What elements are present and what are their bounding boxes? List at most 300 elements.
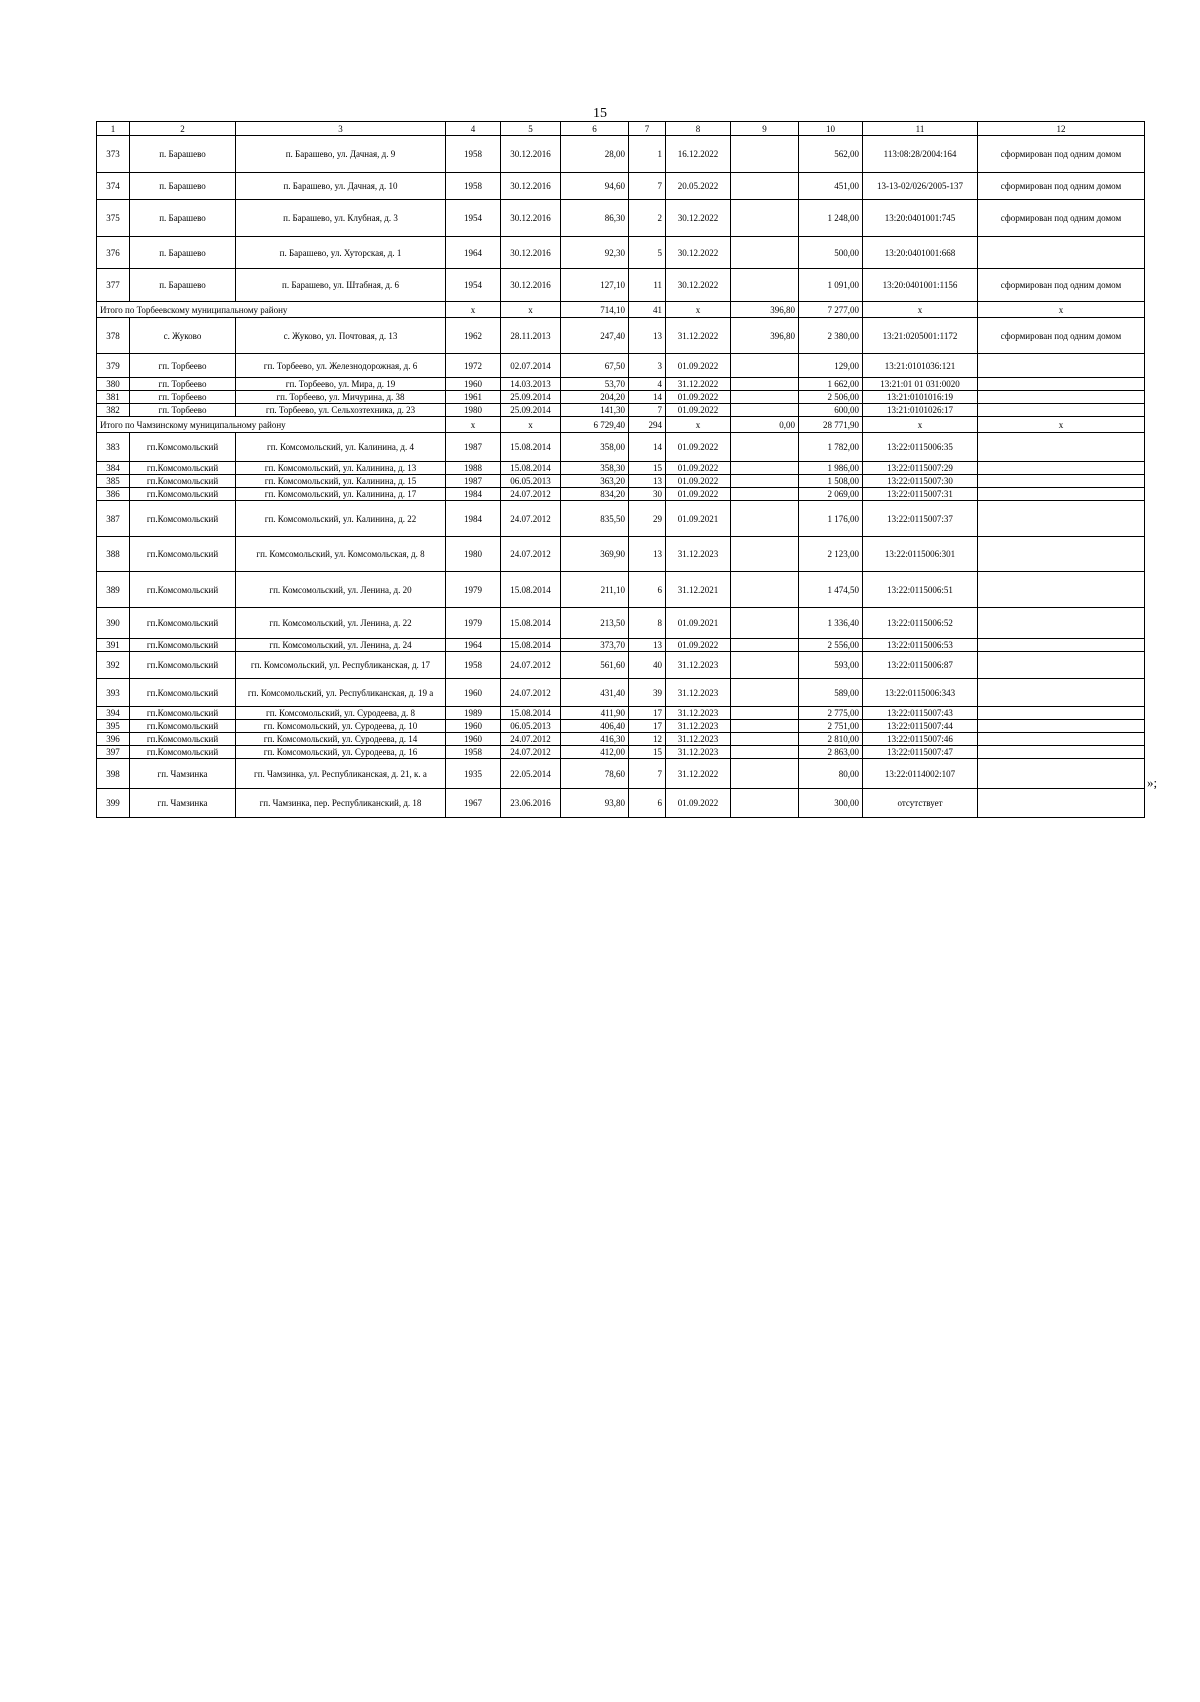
address: гп. Комсомольский, ул. Калинина, д. 22 [236, 501, 446, 537]
cost-10: 1 091,00 [799, 269, 863, 302]
cost-9 [731, 746, 799, 759]
cost-9 [731, 173, 799, 200]
column-number-4: 4 [446, 122, 501, 136]
row-number: 388 [97, 537, 130, 572]
land-note [978, 608, 1145, 639]
cadastral-number: 13:22:0115006:53 [863, 639, 978, 652]
residents-count: 7 [629, 404, 666, 417]
cadastral-number: 13:21:01 01 031:0020 [863, 378, 978, 391]
cadastral-number: 113:08:28/2004:164 [863, 136, 978, 173]
address: гп. Комсомольский, ул. Калинина, д. 15 [236, 475, 446, 488]
housing-register-table [96, 121, 1145, 818]
cost-9 [731, 679, 799, 707]
land-note [978, 789, 1145, 818]
cadastral-number: 13:21:0101016:19 [863, 391, 978, 404]
table-row [97, 433, 1145, 462]
area: 363,20 [561, 475, 629, 488]
cost-10: 1 248,00 [799, 200, 863, 237]
cost-9 [731, 391, 799, 404]
residents-count: 6 [629, 572, 666, 608]
cost-9 [731, 475, 799, 488]
residents-count: 15 [629, 462, 666, 475]
land-note [978, 746, 1145, 759]
row-number: 375 [97, 200, 130, 237]
area: 561,60 [561, 652, 629, 679]
area: 247,40 [561, 318, 629, 354]
settlement: с. Жуково [130, 318, 236, 354]
subtotal-cost-10: 7 277,00 [799, 302, 863, 318]
subtotal-land-note: х [978, 302, 1145, 318]
residents-count: 13 [629, 639, 666, 652]
date-recognized: 24.07.2012 [501, 679, 561, 707]
settlement: гп.Комсомольский [130, 501, 236, 537]
cost-10: 1 336,40 [799, 608, 863, 639]
cost-10: 300,00 [799, 789, 863, 818]
table-row [97, 391, 1145, 404]
residents-count: 2 [629, 200, 666, 237]
year-built: 1979 [446, 608, 501, 639]
year-built: 1958 [446, 746, 501, 759]
cost-10: 593,00 [799, 652, 863, 679]
area: 204,20 [561, 391, 629, 404]
area: 369,90 [561, 537, 629, 572]
row-number: 376 [97, 237, 130, 269]
settlement: гп. Торбеево [130, 404, 236, 417]
cost-10: 451,00 [799, 173, 863, 200]
land-note [978, 354, 1145, 378]
row-number: 380 [97, 378, 130, 391]
row-number: 385 [97, 475, 130, 488]
year-built: 1962 [446, 318, 501, 354]
subtotal-residents-count: 294 [629, 417, 666, 433]
column-number-5: 5 [501, 122, 561, 136]
area: 141,30 [561, 404, 629, 417]
table-row [97, 639, 1145, 652]
table-row [97, 789, 1145, 818]
address: гп. Комсомольский, ул. Ленина, д. 20 [236, 572, 446, 608]
date-recognized: 02.07.2014 [501, 354, 561, 378]
cost-10: 2 810,00 [799, 733, 863, 746]
residents-count: 6 [629, 789, 666, 818]
area: 835,50 [561, 501, 629, 537]
land-note [978, 733, 1145, 746]
date-recognized: 25.09.2014 [501, 404, 561, 417]
date-recognized: 15.08.2014 [501, 608, 561, 639]
table-row [97, 733, 1145, 746]
area: 86,30 [561, 200, 629, 237]
residents-count: 8 [629, 608, 666, 639]
cost-10: 2 775,00 [799, 707, 863, 720]
land-note [978, 707, 1145, 720]
cost-9 [731, 136, 799, 173]
row-number: 381 [97, 391, 130, 404]
cost-9 [731, 404, 799, 417]
table-row [97, 404, 1145, 417]
table-row [97, 707, 1145, 720]
residents-count: 17 [629, 707, 666, 720]
address: гп. Торбеево, ул. Железнодорожная, д. 6 [236, 354, 446, 378]
year-built: 1964 [446, 237, 501, 269]
column-number-11: 11 [863, 122, 978, 136]
column-number-8: 8 [666, 122, 731, 136]
address: с. Жуково, ул. Почтовая, д. 13 [236, 318, 446, 354]
settlement: гп.Комсомольский [130, 433, 236, 462]
cadastral-number: 13:22:0115006:87 [863, 652, 978, 679]
row-number: 397 [97, 746, 130, 759]
year-built: 1979 [446, 572, 501, 608]
planned-date: 31.12.2023 [666, 652, 731, 679]
date-recognized: 24.07.2012 [501, 537, 561, 572]
area: 431,40 [561, 679, 629, 707]
cost-10: 2 863,00 [799, 746, 863, 759]
year-built: 1964 [446, 639, 501, 652]
residents-count: 40 [629, 652, 666, 679]
cost-10: 589,00 [799, 679, 863, 707]
address: гп. Торбеево, ул. Мира, д. 19 [236, 378, 446, 391]
cost-9 [731, 200, 799, 237]
land-note [978, 652, 1145, 679]
cost-9 [731, 759, 799, 789]
cost-9 [731, 707, 799, 720]
subtotal-cost-9: 396,80 [731, 302, 799, 318]
land-note [978, 404, 1145, 417]
cadastral-number: 13:22:0115007:31 [863, 488, 978, 501]
date-recognized: 30.12.2016 [501, 237, 561, 269]
planned-date: 31.12.2022 [666, 318, 731, 354]
year-built: 1988 [446, 462, 501, 475]
residents-count: 11 [629, 269, 666, 302]
address: гп. Чамзинка, пер. Республиканский, д. 18 [236, 789, 446, 818]
cost-9 [731, 237, 799, 269]
year-built: 1980 [446, 537, 501, 572]
row-number: 393 [97, 679, 130, 707]
planned-date: 20.05.2022 [666, 173, 731, 200]
table-row [97, 679, 1145, 707]
year-built: 1967 [446, 789, 501, 818]
cost-9 [731, 720, 799, 733]
land-note [978, 475, 1145, 488]
cost-10: 2 556,00 [799, 639, 863, 652]
cadastral-number: 13:22:0115007:29 [863, 462, 978, 475]
settlement: гп. Чамзинка [130, 759, 236, 789]
land-note [978, 537, 1145, 572]
date-recognized: 06.05.2013 [501, 475, 561, 488]
area: 411,90 [561, 707, 629, 720]
column-number-2: 2 [130, 122, 236, 136]
cadastral-number: 13:22:0114002:107 [863, 759, 978, 789]
planned-date: 31.12.2022 [666, 378, 731, 391]
planned-date: 16.12.2022 [666, 136, 731, 173]
land-note [978, 237, 1145, 269]
planned-date: 01.09.2021 [666, 501, 731, 537]
land-note [978, 391, 1145, 404]
cost-9 [731, 608, 799, 639]
residents-count: 29 [629, 501, 666, 537]
cost-9: 396,80 [731, 318, 799, 354]
land-note: сформирован под одним домом [978, 269, 1145, 302]
residents-count: 12 [629, 733, 666, 746]
address: п. Барашево, ул. Хуторская, д. 1 [236, 237, 446, 269]
cadastral-number: 13:22:0115007:44 [863, 720, 978, 733]
planned-date: 01.09.2022 [666, 462, 731, 475]
date-recognized: 15.08.2014 [501, 707, 561, 720]
area: 406,40 [561, 720, 629, 733]
cadastral-number: 13-13-02/026/2005-137 [863, 173, 978, 200]
settlement: п. Барашево [130, 200, 236, 237]
planned-date: 31.12.2023 [666, 537, 731, 572]
column-number-header-row [97, 122, 1145, 136]
area: 412,00 [561, 746, 629, 759]
cost-10: 1 474,50 [799, 572, 863, 608]
subtotal-planned-date: х [666, 302, 731, 318]
row-number: 373 [97, 136, 130, 173]
area: 53,70 [561, 378, 629, 391]
residents-count: 39 [629, 679, 666, 707]
cadastral-number: 13:22:0115006:301 [863, 537, 978, 572]
land-note [978, 639, 1145, 652]
land-note: сформирован под одним домом [978, 318, 1145, 354]
row-number: 395 [97, 720, 130, 733]
row-number: 379 [97, 354, 130, 378]
cadastral-number: 13:20:0401001:745 [863, 200, 978, 237]
address: гп. Комсомольский, ул. Суродеева, д. 10 [236, 720, 446, 733]
cadastral-number: 13:22:0115007:43 [863, 707, 978, 720]
settlement: гп.Комсомольский [130, 639, 236, 652]
subtotal-area: 714,10 [561, 302, 629, 318]
row-number: 377 [97, 269, 130, 302]
residents-count: 4 [629, 378, 666, 391]
table-row [97, 501, 1145, 537]
land-note: сформирован под одним домом [978, 200, 1145, 237]
land-note [978, 720, 1145, 733]
table-row [97, 746, 1145, 759]
land-note [978, 759, 1145, 789]
planned-date: 01.09.2022 [666, 789, 731, 818]
address: гп. Комсомольский, ул. Калинина, д. 17 [236, 488, 446, 501]
column-number-6: 6 [561, 122, 629, 136]
land-note [978, 462, 1145, 475]
cost-10: 562,00 [799, 136, 863, 173]
cost-10: 129,00 [799, 354, 863, 378]
subtotal-cadastral-number: х [863, 417, 978, 433]
residents-count: 5 [629, 237, 666, 269]
year-built: 1958 [446, 173, 501, 200]
cost-10: 1 176,00 [799, 501, 863, 537]
settlement: гп.Комсомольский [130, 537, 236, 572]
address: гп. Комсомольский, ул. Калинина, д. 13 [236, 462, 446, 475]
page-number: 15 [593, 106, 607, 121]
planned-date: 01.09.2022 [666, 391, 731, 404]
row-number: 383 [97, 433, 130, 462]
planned-date: 30.12.2022 [666, 269, 731, 302]
date-recognized: 30.12.2016 [501, 200, 561, 237]
cost-9 [731, 354, 799, 378]
cost-9 [731, 433, 799, 462]
area: 92,30 [561, 237, 629, 269]
cost-10: 600,00 [799, 404, 863, 417]
settlement: п. Барашево [130, 173, 236, 200]
cadastral-number: 13:21:0101026:17 [863, 404, 978, 417]
year-built: 1960 [446, 378, 501, 391]
land-note [978, 488, 1145, 501]
residents-count: 15 [629, 746, 666, 759]
date-recognized: 25.09.2014 [501, 391, 561, 404]
area: 211,10 [561, 572, 629, 608]
land-note [978, 501, 1145, 537]
settlement: гп.Комсомольский [130, 652, 236, 679]
table-row [97, 318, 1145, 354]
cost-10: 1 508,00 [799, 475, 863, 488]
residents-count: 30 [629, 488, 666, 501]
date-recognized: 22.05.2014 [501, 759, 561, 789]
address: гп. Торбеево, ул. Мичурина, д. 38 [236, 391, 446, 404]
area: 834,20 [561, 488, 629, 501]
subtotal-year-built: х [446, 302, 501, 318]
settlement: гп.Комсомольский [130, 462, 236, 475]
date-recognized: 30.12.2016 [501, 173, 561, 200]
year-built: 1954 [446, 269, 501, 302]
planned-date: 01.09.2021 [666, 608, 731, 639]
column-number-1: 1 [97, 122, 130, 136]
cadastral-number: 13:22:0115006:343 [863, 679, 978, 707]
date-recognized: 24.07.2012 [501, 488, 561, 501]
planned-date: 30.12.2022 [666, 237, 731, 269]
settlement: гп. Чамзинка [130, 789, 236, 818]
address: п. Барашево, ул. Дачная, д. 9 [236, 136, 446, 173]
address: гп. Комсомольский, ул. Комсомольская, д. 8 [236, 537, 446, 572]
year-built: 1960 [446, 733, 501, 746]
planned-date: 31.12.2022 [666, 759, 731, 789]
land-note: сформирован под одним домом [978, 173, 1145, 200]
cadastral-number: 13:21:0101036:121 [863, 354, 978, 378]
settlement: п. Барашево [130, 136, 236, 173]
year-built: 1961 [446, 391, 501, 404]
subtotal-date-recognized: х [501, 417, 561, 433]
date-recognized: 24.07.2012 [501, 746, 561, 759]
residents-count: 17 [629, 720, 666, 733]
settlement: гп. Торбеево [130, 354, 236, 378]
address: гп. Комсомольский, ул. Республиканская, д. 19 а [236, 679, 446, 707]
date-recognized: 24.07.2012 [501, 501, 561, 537]
settlement: гп. Торбеево [130, 378, 236, 391]
residents-count: 14 [629, 433, 666, 462]
subtotal-cadastral-number: х [863, 302, 978, 318]
row-number: 384 [97, 462, 130, 475]
date-recognized: 30.12.2016 [501, 136, 561, 173]
address: гп. Торбеево, ул. Сельхозтехника, д. 23 [236, 404, 446, 417]
residents-count: 13 [629, 318, 666, 354]
planned-date: 31.12.2023 [666, 733, 731, 746]
year-built: 1972 [446, 354, 501, 378]
cost-10: 80,00 [799, 759, 863, 789]
year-built: 1987 [446, 433, 501, 462]
cost-10: 1 782,00 [799, 433, 863, 462]
settlement: п. Барашево [130, 269, 236, 302]
row-number: 396 [97, 733, 130, 746]
planned-date: 01.09.2022 [666, 475, 731, 488]
settlement: гп.Комсомольский [130, 572, 236, 608]
land-note [978, 433, 1145, 462]
residents-count: 13 [629, 475, 666, 488]
table-row [97, 378, 1145, 391]
planned-date: 01.09.2022 [666, 354, 731, 378]
table-row [97, 759, 1145, 789]
cadastral-number: 13:22:0115007:30 [863, 475, 978, 488]
table-row [97, 136, 1145, 173]
settlement: гп.Комсомольский [130, 746, 236, 759]
table-row [97, 488, 1145, 501]
year-built: 1958 [446, 652, 501, 679]
cost-9 [731, 488, 799, 501]
cost-10: 2 506,00 [799, 391, 863, 404]
cost-10: 1 986,00 [799, 462, 863, 475]
cadastral-number: 13:22:0115007:47 [863, 746, 978, 759]
area: 373,70 [561, 639, 629, 652]
address: гп. Комсомольский, ул. Ленина, д. 22 [236, 608, 446, 639]
row-number: 389 [97, 572, 130, 608]
year-built: 1960 [446, 720, 501, 733]
address: п. Барашево, ул. Клубная, д. 3 [236, 200, 446, 237]
planned-date: 01.09.2022 [666, 404, 731, 417]
cost-9 [731, 269, 799, 302]
cost-9 [731, 733, 799, 746]
row-number: 382 [97, 404, 130, 417]
residents-count: 13 [629, 537, 666, 572]
year-built: 1958 [446, 136, 501, 173]
year-built: 1987 [446, 475, 501, 488]
table-row [97, 572, 1145, 608]
table-row [97, 608, 1145, 639]
planned-date: 31.12.2021 [666, 572, 731, 608]
subtotal-date-recognized: х [501, 302, 561, 318]
row-number: 386 [97, 488, 130, 501]
planned-date: 31.12.2023 [666, 746, 731, 759]
cost-10: 1 662,00 [799, 378, 863, 391]
subtotal-label: Итого по Торбеевскому муниципальному району [97, 302, 446, 318]
cost-10: 2 123,00 [799, 537, 863, 572]
closing-quote-mark: »; [1147, 775, 1158, 790]
cost-9 [731, 501, 799, 537]
row-number: 399 [97, 789, 130, 818]
row-number: 394 [97, 707, 130, 720]
year-built: 1984 [446, 488, 501, 501]
column-number-3: 3 [236, 122, 446, 136]
address: гп. Комсомольский, ул. Республиканская, д. 17 [236, 652, 446, 679]
table-body [97, 122, 1145, 818]
planned-date: 01.09.2022 [666, 639, 731, 652]
residents-count: 7 [629, 173, 666, 200]
subtotal-cost-9: 0,00 [731, 417, 799, 433]
address: гп. Комсомольский, ул. Суродеева, д. 14 [236, 733, 446, 746]
residents-count: 1 [629, 136, 666, 173]
cost-10: 2 751,00 [799, 720, 863, 733]
settlement: гп.Комсомольский [130, 488, 236, 501]
subtotal-area: 6 729,40 [561, 417, 629, 433]
date-recognized: 15.08.2014 [501, 572, 561, 608]
cost-10: 2 069,00 [799, 488, 863, 501]
subtotal-label: Итого по Чамзинскому муниципальному району [97, 417, 446, 433]
cost-10: 500,00 [799, 237, 863, 269]
residents-count: 7 [629, 759, 666, 789]
date-recognized: 14.03.2013 [501, 378, 561, 391]
area: 67,50 [561, 354, 629, 378]
area: 416,30 [561, 733, 629, 746]
cost-10: 2 380,00 [799, 318, 863, 354]
cost-9 [731, 378, 799, 391]
date-recognized: 28.11.2013 [501, 318, 561, 354]
address: гп. Комсомольский, ул. Суродеева, д. 8 [236, 707, 446, 720]
address: гп. Чамзинка, ул. Республиканская, д. 21, к. а [236, 759, 446, 789]
